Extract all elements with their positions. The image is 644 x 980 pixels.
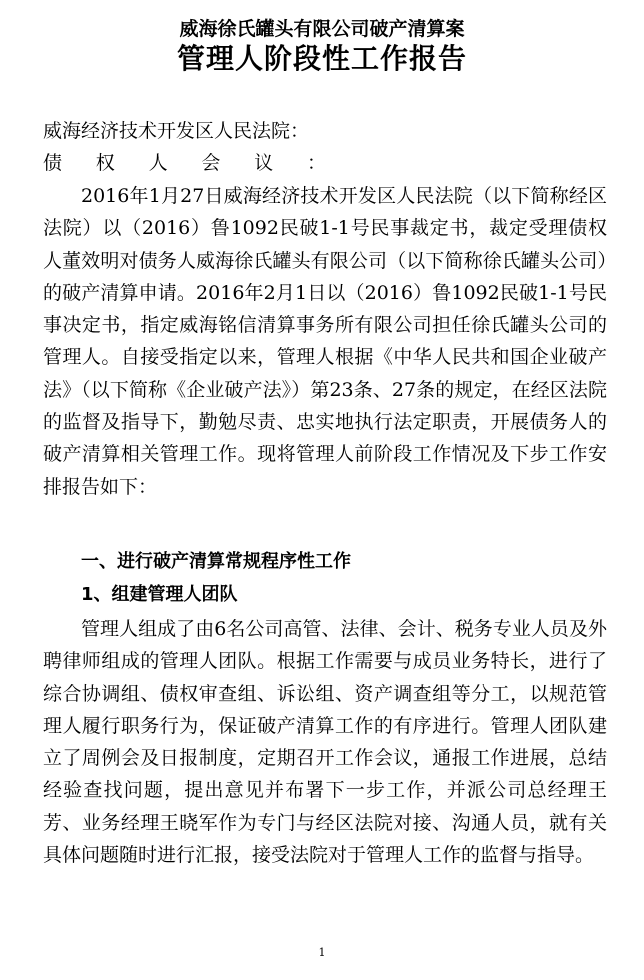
subsection1-heading: 1、组建管理人团队 [81, 584, 238, 605]
intro-paragraph: 2016年1月27日威海经济技术开发区人民法院（以下简称经区法院）以（2016）鲁1092民破1-1号民事裁定书，裁定受理债权人董效明对债务人威海徐氏罐头有限公司（以下简称徐氏罐头公司）的破产清算申请。2016年2月1日以（2016）鲁1092民破1-1号民事决定书，指定威海铭信清算事务所有限公司担任徐氏罐头公司的管理人。自接受指定以来，管理人根据《中华人民共和国企业破产法》（以下简称《企业破产法》）第23条、27条的规定，在经区法院的监督及指导下，勤勉尽责、忠实地执行法定职责，开展债务人的破产清算相关管理工作。现将管理人前阶段工作情况及下步工作安排报告如下： [43, 185, 607, 498]
report-title-line2: 管理人阶段性工作报告 [176, 42, 467, 75]
addressee-creditors: 债权人会议： [43, 152, 326, 174]
subsection1-paragraph: 管理人组成了由6名公司高管、法律、会计、税务专业人员及外聘律师组成的管理人团队。根据工作需要与成员业务特长，进行了综合协调组、债权审查组、诉讼组、资产调查组等分工，以规范管理人履行职务行为，保证破产清算工作的有序进行。管理人团队建立了周例会及日报制度，定期召开工作会议，通报工作进展，总结经验查找问题，提出意见并布署下一步工作，并派公司总经理王芳、业务经理王晓军作为专门与经区法院对接、沟通人员，就有关具体问题随时进行汇报，接受法院对于管理人工作的监督与指导。 [43, 618, 607, 867]
addressee-court: 威海经济技术开发区人民法院： [43, 120, 310, 142]
report-title-line1: 威海徐氏罐头有限公司破产清算案 [179, 18, 465, 40]
intro-block [43, 180, 607, 503]
subsection1-block [43, 613, 607, 871]
page-number: 1 [318, 946, 326, 959]
section1-heading: 一、进行破产清算常规程序性工作 [81, 551, 351, 572]
